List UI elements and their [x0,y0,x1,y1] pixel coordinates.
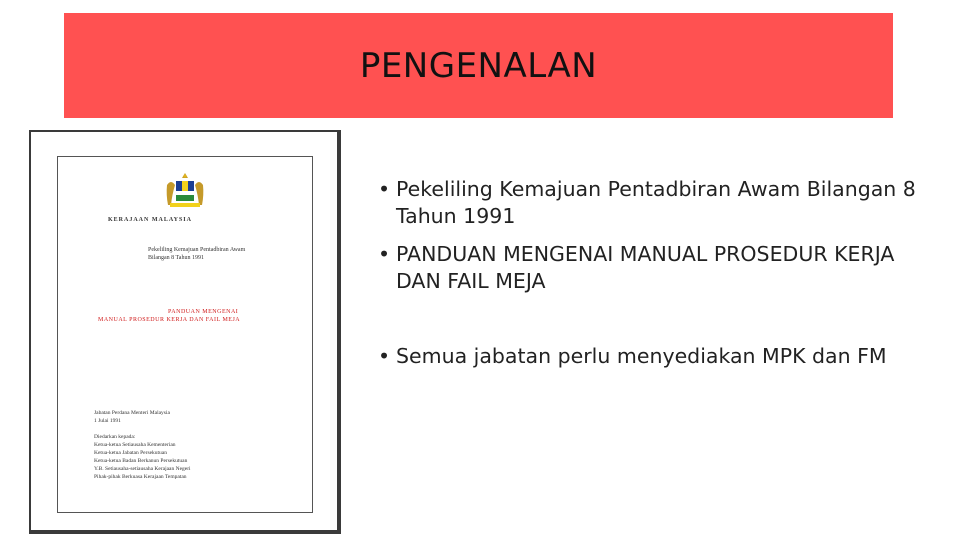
document-footer-line: Ketua-ketua Setiausaha Kementerian [94,442,176,448]
document-page [57,156,313,513]
document-footer-line: Ketua-ketua Jabatan Persekutuan [94,450,167,456]
document-footer-line: Y.B. Setiausaha-setiausaha Kerajaan Negeri [94,466,191,472]
document-subtitle: Pekeliling Kemajuan Pentadbiran Awam [148,247,246,253]
title-banner [64,13,893,118]
bullet-item: • Pekeliling Kemajuan Pentadbiran Awam Bilangan 8 Tahun 1991 [378,176,918,230]
document-footer-line: Diedarkan kepada: [94,434,136,440]
document-footer-line: Pihak-pihak Berkuasa Kerajaan Tempatan [94,474,187,480]
document-footer-line: Ketua-ketua Badan Berkanun Persekutuan [94,458,188,464]
bullet-item: • PANDUAN MENGENAI MANUAL PROSEDUR KERJA DAN FAIL MEJA [378,241,918,295]
bullet-item: • Semua jabatan perlu menyediakan MPK dan FM [378,343,918,370]
coat-of-arms-icon [162,171,208,209]
document-red-title: PANDUAN MENGENAI [168,309,239,315]
document-subtitle: Bilangan 8 Tahun 1991 [148,255,204,261]
document-red-title: MANUAL PROSEDUR KERJA DAN FAIL MEJA [98,317,241,323]
document-footer-line: Jabatan Perdana Menteri Malaysia [94,410,170,416]
document-footer-line: 1 Julai 1991 [94,418,121,424]
slide-title: PENGENALAN [359,45,598,86]
document-image-frame [29,130,341,534]
bullet-list [378,176,918,370]
document-heading: KERAJAAN MALAYSIA [108,217,192,223]
